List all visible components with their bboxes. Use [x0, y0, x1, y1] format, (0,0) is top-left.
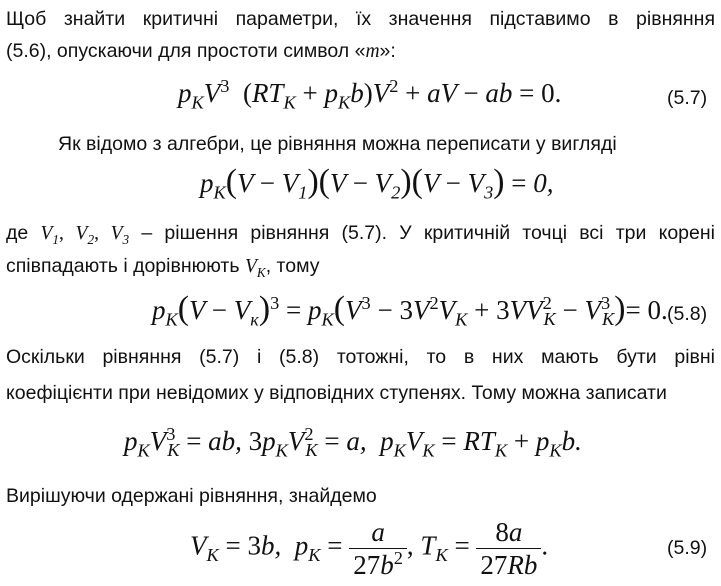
text-p3-line1-end: – рішення рівняння (5.7). У критичній точці всі три корені: [129, 222, 715, 244]
text-p1-line2-end: »:: [379, 40, 396, 62]
paragraph-1-line-2: [6, 39, 396, 64]
symbol-vk: $V_K$: [244, 256, 266, 280]
text-p3-line2-start: співпадають і дорівнюють: [6, 255, 245, 277]
equation-number-5-9: (5.9): [667, 537, 708, 559]
paragraph-1-line-1: [6, 7, 715, 31]
paragraph-2: [58, 132, 617, 156]
fraction-pk: $\frac{a}{27b^2}$: [349, 516, 407, 581]
roots-v1-v2-v3: $V_1$, $V_2$, $V_3$: [40, 223, 130, 247]
equation-roots: $p_K(V - V_1)(V - V_2)(V - V_3) = 0$,: [200, 163, 554, 203]
text-p2: Як відомо з алгебри, це рівняння можна переписати у вигляді: [58, 133, 617, 155]
paragraph-3-line-2: [6, 254, 320, 279]
equation-coefficients: $p_KV^3_K$ = ab, $3p_KV^2_K = a$, $p_KV_K = RT_K + p_Kb$.: [124, 424, 582, 461]
paragraph-4-line-1: [6, 345, 715, 369]
paragraph-3-line-1: [6, 221, 715, 246]
text-p1-line2: (5.6), опускаючи для простоти символ «: [6, 40, 366, 62]
equation-number-5-8: (5.8): [667, 303, 708, 325]
equation-5-8: $p_K(V - V_к)^3 = p_K(V^3 - 3V^2V_K + 3VV^2_K - V^3_K)= 0$.: [152, 290, 668, 330]
text-p5: Вирішуючи одержані рівняння, знайдемо: [6, 485, 377, 507]
text-p4-line1: Оскільки рівняння (5.7) і (5.8) тотожні, то в них мають бути рівні: [6, 346, 715, 368]
text-p1-line1: Щоб знайти критичні параметри, їх значення підставимо в рівняння: [6, 8, 715, 30]
paragraph-5: [6, 484, 377, 508]
equation-number-5-7: (5.7): [667, 87, 708, 109]
text-p3-line1-start: де: [6, 222, 41, 244]
paragraph-4-line-2: [6, 381, 667, 405]
text-p4-line2: коефіцієнти при невідомих у відповідних ступенях. Тому можна записати: [6, 382, 667, 404]
equation-5-9: $V_K = 3b$, $p_K$ = $\frac{a}{27b^2}$ , $T_K$ = $\frac{8a}{27Rb}$ .: [190, 517, 549, 580]
symbol-m: m: [365, 41, 380, 62]
equation-5-7: $p_KV^3$ $(RT_K + p_Kb)V^2$ + aV − ab = 0.: [178, 76, 562, 113]
text-p3-line2-end: , тому: [265, 255, 320, 277]
fraction-tk: $\frac{8a}{27Rb}$: [476, 516, 541, 581]
